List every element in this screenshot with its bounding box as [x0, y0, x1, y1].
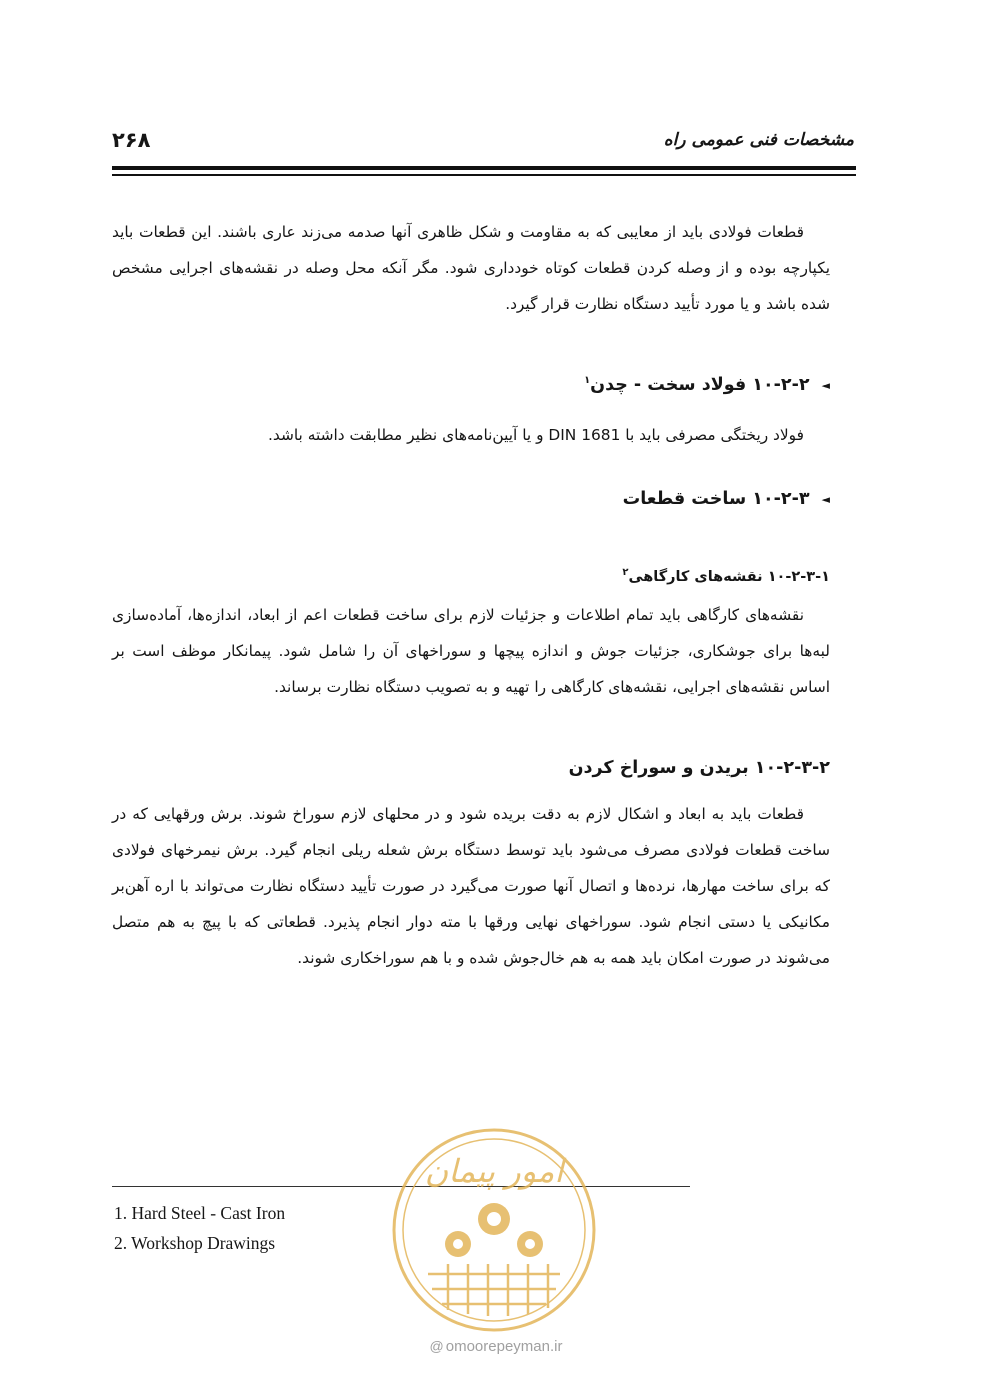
- watermark-url-text: omoorepeyman.ir: [445, 1338, 563, 1355]
- header-rule-thick: [112, 166, 856, 170]
- heading-title: بریدن و سوراخ کردن: [568, 758, 749, 778]
- triangle-marker-icon: ◄: [821, 378, 830, 392]
- header-rule-thin: [112, 174, 856, 176]
- heading-number: ۱۰-۲-۳: [752, 489, 810, 509]
- heading-title: ساخت قطعات: [622, 489, 747, 509]
- paragraph-text: نقشه‌های کارگاهی باید تمام اطلاعات و جزئیات لازم برای ساخت قطعات اعم از ابعاد، اندازه‌ها، آماده‌سازی لبه‌ها برای جوشکاری، جزئیات جوش و اندازه پیچها و سوراخهای آن را شامل شود. پیمانکار موظف است بر اساس نقشه‌های اجرایی، نقشه‌های کارگاهی را تهیه و به تصویب دستگاه نظارت برساند.: [112, 606, 830, 696]
- footnote-ref: ۲: [622, 567, 629, 578]
- paragraph-text: فولاد ریختگی مصرفی باید با DIN 1681 و یا آیین‌نامه‌های نظیر مطابقت داشته باشد.: [267, 426, 804, 444]
- subsection-heading-workshop-drawings: [112, 558, 830, 588]
- heading-number: ۱۰-۲-۳-۱: [767, 568, 830, 585]
- paragraph-workshop-drawings: [112, 597, 830, 705]
- subsection-heading-cutting-drilling: [112, 753, 830, 783]
- heading-number: ۱۰-۲-۲: [752, 374, 810, 395]
- heading-title: نقشه‌های کارگاهی: [628, 568, 763, 585]
- watermark-url: [0, 1338, 992, 1355]
- paragraph-text: قطعات باید به ابعاد و اشکال لازم به دقت بریده شود و در محلهای لازم سوراخ شوند. برش ورقهایی که در ساخت قطعات فولادی مصرف می‌شود باید توسط دستگاه برش شعله ریلی انجام گیرد. برش نیمرخهای فولادی که برای ساخت مهارها، نرده‌ها و اتصال آنها صورت می‌گیرد در صورت تأیید دستگاه نظارت می‌تواند با اره آهن‌بر مکانیکی یا دستی انجام شود. سوراخهای نهایی ورقها با مته دوار انجام پذیرد. قطعاتی که با پیچ به هم متصل می‌شوند در صورت امکان باید همه به هم خال‌جوش شده و با هم سوراخکاری شوند.: [112, 805, 830, 967]
- heading-number: ۱۰-۲-۳-۲: [754, 758, 830, 778]
- section-heading-hard-steel: [112, 366, 830, 396]
- watermark-logo: [388, 1124, 600, 1336]
- footnote-2: 2. Workshop Drawings: [114, 1233, 276, 1253]
- footnote-ref: ۱: [584, 375, 591, 386]
- page-number: ۲۶۸: [112, 128, 151, 152]
- paragraph-steel-parts: [112, 214, 830, 322]
- section-heading-fabrication: [112, 484, 830, 514]
- paragraph-text: قطعات فولادی باید از معایبی که به مقاومت و شکل ظاهری آنها صدمه می‌زند عاری باشند. این قطعات باید یکپارچه بوده و از وصله کردن قطعات کوتاه خودداری شود. مگر آنکه محل وصله در نقشه‌های اجرایی مشخص شده باشد و یا مورد تأیید دستگاه نظارت قرار گیرد.: [112, 223, 830, 313]
- triangle-marker-icon: ◄: [821, 493, 830, 506]
- paragraph-cutting-drilling: [112, 796, 830, 976]
- heading-title: فولاد سخت - چدن: [590, 374, 747, 395]
- footnote-1: 1. Hard Steel - Cast Iron: [114, 1203, 286, 1223]
- watermark-logo-text: امور پیمان: [424, 1152, 564, 1190]
- at-icon: @: [429, 1338, 444, 1354]
- paragraph-cast-steel: [112, 417, 830, 453]
- page-header: [112, 124, 856, 156]
- running-title: مشخصات فنی عمومی راه: [663, 130, 854, 150]
